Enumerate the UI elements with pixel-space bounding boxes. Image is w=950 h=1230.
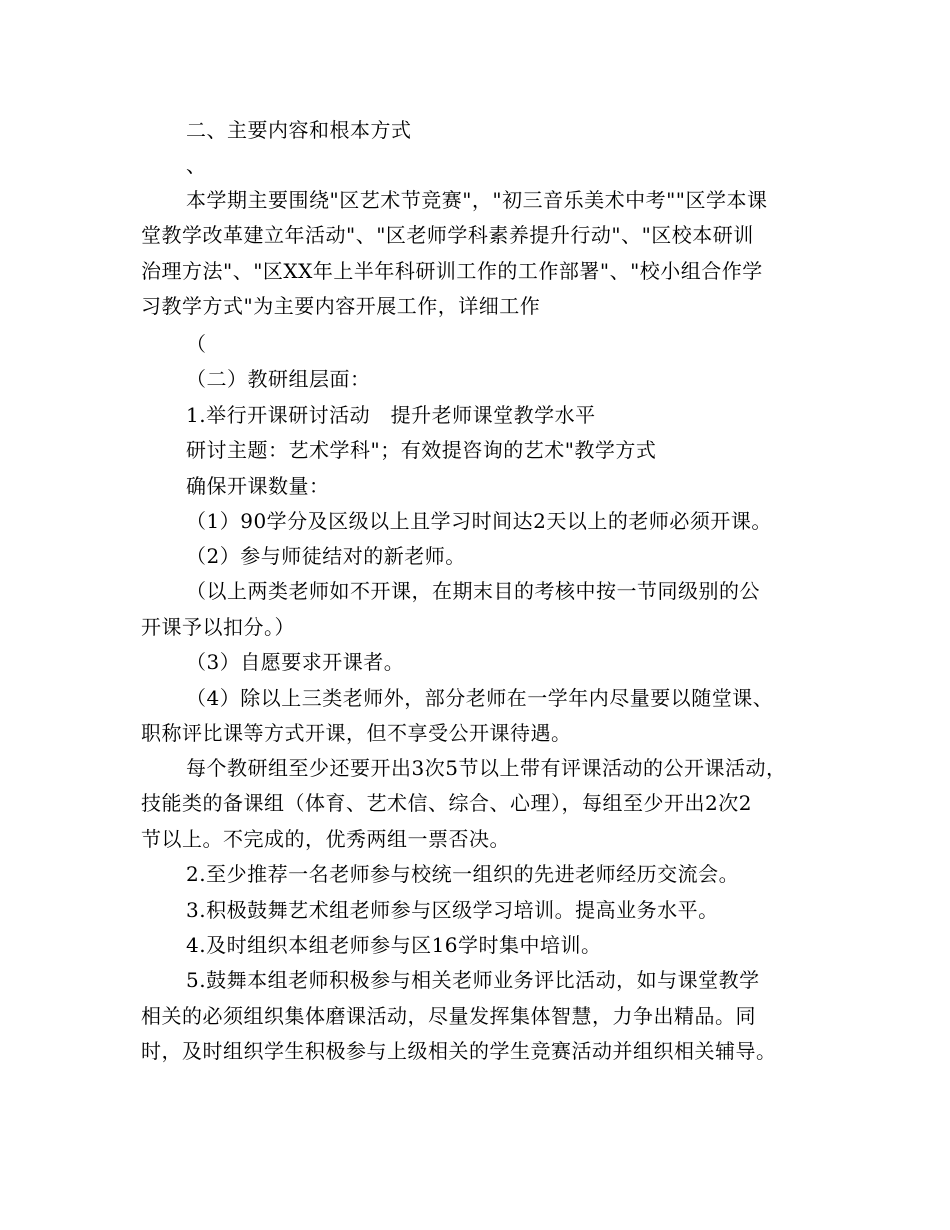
text-line: 相关的必须组织集体磨课活动，尽量发挥集体智慧，力争出精品。同 bbox=[141, 1004, 756, 1028]
text-line: 3.积极鼓舞艺术组老师参与区级学习培训。提高业务水平。 bbox=[186, 898, 719, 922]
section-heading: 二、主要内容和根本方式 bbox=[186, 118, 412, 142]
text-line: （2）参与师徒结对的新老师。 bbox=[186, 544, 466, 568]
text-line: 技能类的备课组（体育、艺术信、综合、心理），每组至少开出2次2 bbox=[141, 791, 752, 815]
text-line: 堂教学改革建立年活动"、"区老师学科素养提升行动"、"区校本研训 bbox=[141, 223, 754, 247]
text-line: 时，及时组织学生积极参与上级相关的学生竞赛活动并组织相关辅导。 bbox=[141, 1039, 777, 1063]
text-line: 本学期主要围绕"区艺术节竞赛"，"初三音乐美术中考""区学本课 bbox=[186, 188, 768, 212]
text-line: 、 bbox=[186, 153, 207, 177]
text-line: （1）90学分及区级以上且学习时间达2天以上的老师必须开课。 bbox=[186, 509, 772, 533]
subsection-heading: （二）教研组层面： bbox=[186, 367, 371, 391]
text-line: 2.至少推荐一名老师参与校统一组织的先进老师经历交流会。 bbox=[186, 862, 740, 886]
text-line: 治理方法"、"区XX年上半年科研训工作的工作部署"、"校小组合作学 bbox=[141, 259, 763, 283]
text-line: （以上两类老师如不开课，在期末目的考核中按一节同级别的公 bbox=[186, 579, 760, 603]
text-line: 节以上。不完成的，优秀两组一票否决。 bbox=[141, 827, 510, 851]
text-line: 职称评比课等方式开课，但不享受公开课待遇。 bbox=[141, 721, 572, 745]
text-line: 1.举行开课研讨活动 提升老师课堂教学水平 bbox=[186, 403, 596, 427]
text-line: 确保开课数量： bbox=[186, 474, 330, 498]
text-line: （4）除以上三类老师外，部分老师在一学年内尽量要以随堂课、 bbox=[186, 686, 774, 710]
text-line: 研讨主题：艺术学科"；有效提咨询的艺术"教学方式 bbox=[186, 438, 657, 462]
text-line: 4.及时组织本组老师参与区16学时集中培训。 bbox=[186, 933, 602, 957]
text-line: （3）自愿要求开课者。 bbox=[186, 650, 405, 674]
text-line: （ bbox=[186, 332, 207, 356]
text-line: 习教学方式"为主要内容开展工作，详细工作 bbox=[141, 294, 541, 318]
text-line: 5.鼓舞本组老师积极参与相关老师业务评比活动，如与课堂教学 bbox=[186, 968, 760, 992]
text-line: 每个教研组至少还要开出3次5节以上带有评课活动的公开课活动， bbox=[186, 756, 787, 780]
text-line: 开课予以扣分。） bbox=[141, 615, 295, 639]
